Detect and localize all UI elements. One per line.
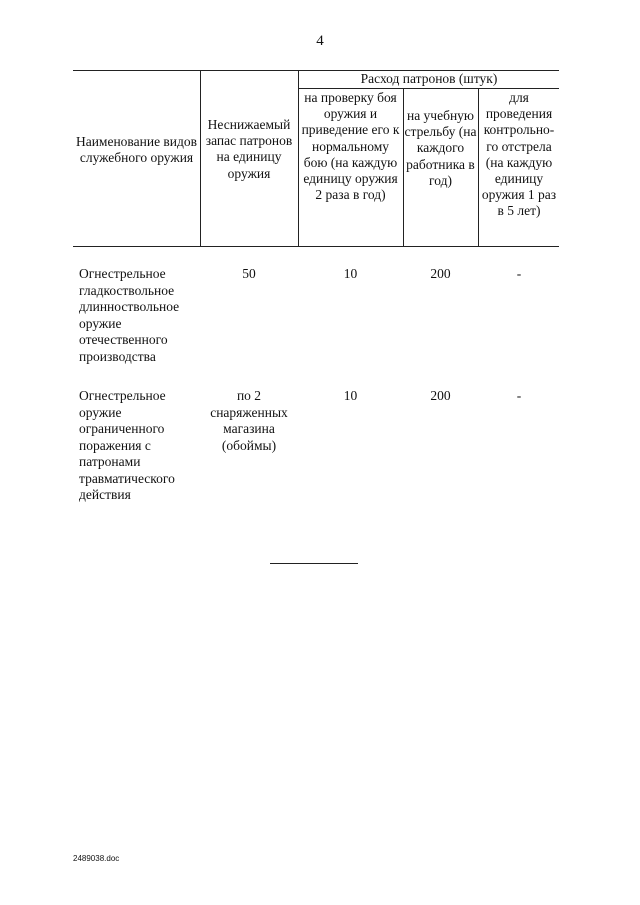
row-2-minimum-stock: по 2 снаряженных магазина (обоймы) — [210, 388, 288, 453]
row-1-check: 10 — [343, 266, 358, 281]
header-bottom-rule — [73, 246, 559, 247]
row-2-training: 200 — [430, 388, 451, 403]
header-consumption-group: Расход патронов (штук) — [360, 71, 498, 86]
row-2-check: 10 — [343, 388, 358, 403]
row-2-control: - — [516, 388, 522, 403]
row-1-minimum-stock: 50 — [242, 266, 256, 281]
header-control-shooting: для проведения контрольно-го отстрела (на каждую единицу оружия 1 раз в 5 лет) — [481, 90, 557, 219]
row-2-weapon-name: Огнестрельное оружие ограниченного поражения с патронами травматического действия — [79, 388, 175, 502]
consumption-group-rule — [298, 88, 559, 89]
row-1-control: - — [516, 266, 522, 281]
row-1-weapon-name: Огнестрельное гладкоствольное длинноствольное оружие отечественного производства — [79, 266, 180, 364]
header-training-shooting: на учебную стрельбу (на каждого работника в год) — [404, 108, 477, 188]
end-of-document-rule — [270, 563, 358, 564]
cartridge-consumption-table — [73, 70, 559, 502]
file-name-footer: 2489038.doc — [73, 854, 120, 863]
header-minimum-stock: Неснижаемый запас патронов на единицу оружия — [205, 117, 293, 181]
header-weapon-type: Наименование видов служебного оружия — [75, 134, 198, 166]
header-check-shooting: на проверку боя оружия и приведение его к нормальному бою (на каждую единицу оружия 2 раза в год) — [301, 90, 400, 203]
row-1-training: 200 — [430, 266, 451, 281]
page-number: 4 — [316, 33, 324, 49]
